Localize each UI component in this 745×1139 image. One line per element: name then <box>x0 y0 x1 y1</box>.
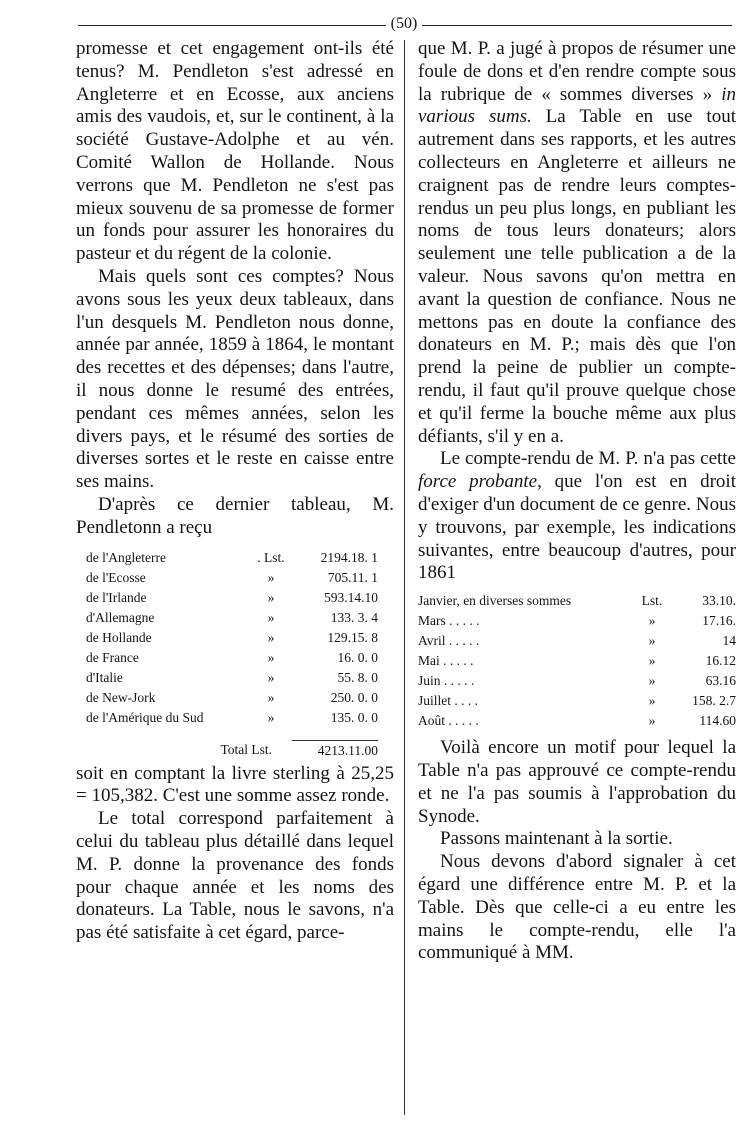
ditto-cell: » <box>648 713 656 729</box>
ditto-cell: » <box>267 569 275 585</box>
unit-cell: Lst. <box>641 593 663 609</box>
paragraph: promesse et cet engagement ont-ils été tenus? M. Pendleton s'est adressé en Angleterre et en Ecosse, aux anciens amis des vaudois, et, sur le continent, à la société Gustave-Adolphe et au vén. Comité Wallon de Hollande. Nous verrons que M. Pendleton ne s'est pas mieux souvenu de sa promesse de former un fonds pour assurer les honoraires du pasteur et du régent de la colonie. <box>76 38 394 265</box>
ditto-cell: » <box>267 629 275 645</box>
country-cell: de New-Jork <box>86 689 156 705</box>
country-cell: de l'Angleterre <box>86 549 167 565</box>
country-cell: de Hollande <box>86 629 152 645</box>
table-row <box>86 668 378 688</box>
table-row <box>418 631 736 651</box>
month-cell: Août . . . . . <box>418 713 479 729</box>
ditto-cell: » <box>648 673 656 689</box>
ditto-cell: » <box>648 653 656 669</box>
entries-table <box>418 591 736 731</box>
italic-phrase: force probante <box>418 471 538 493</box>
month-cell: Juillet . . . . <box>418 693 478 709</box>
ditto-cell: » <box>267 649 275 665</box>
total-row <box>86 728 378 761</box>
total-label: Total Lst. <box>220 742 272 758</box>
table-row <box>86 588 378 608</box>
month-cell: Mars . . . . . <box>418 613 480 629</box>
page-number: (50) <box>390 15 418 32</box>
month-cell: Juin . . . . . <box>418 673 475 689</box>
table-row <box>418 691 736 711</box>
paragraph: Nous devons d'abord signaler à cet égard une différence entre M. P. et la Table. Dès que celle-ci a eu entre les mains le compte-rendu, elle l'a communiqué à MM. <box>418 851 736 964</box>
country-cell: de l'Amérique du Sud <box>86 709 204 725</box>
table-row <box>86 708 378 728</box>
paragraph-text: Le compte-rendu de M. P. n'a pas cette <box>440 448 736 470</box>
table-row <box>418 711 736 731</box>
paragraph: soit en comptant la livre sterling à 25,25 = 105,382. C'est une somme assez ronde. <box>76 762 394 807</box>
amount-cell: 14 <box>722 633 736 649</box>
left-column <box>76 38 394 945</box>
ditto-cell: » <box>648 613 656 629</box>
paragraph: Voilà encore un motif pour lequel la Table n'a pas approuvé ce compte-rendu et ne l'a pas soumis à l'approbation du Synode. <box>418 737 736 827</box>
amount-cell: 17.16. <box>702 613 736 629</box>
unit-cell: . Lst. <box>257 549 285 565</box>
paragraph-text: , que l'on est en droit d'exiger d'un document de ce genre. Nous y trouvons, par exemple, les indications suivantes, entre beaucoup d'autres, pour 1861 <box>418 471 736 584</box>
italic-phrase: in various sums. <box>418 83 736 128</box>
table-row <box>418 611 736 631</box>
ditto-cell: » <box>267 689 275 705</box>
month-cell: Avril . . . . . <box>418 633 480 649</box>
ditto-cell: » <box>648 693 656 709</box>
amount-cell: 33.10. <box>702 593 736 609</box>
header-rule-right <box>422 25 732 26</box>
amount-cell: 129.15. 8 <box>327 629 378 645</box>
paragraph-text: La Table en use tout autrement dans ses rapports, et les autres collecteurs en Angleterre et ailleurs ne craignent pas de rendre leurs comptes-rendus un peu plus longs, en publiant les noms de tous leurs donateurs; alors seulement une telle publication a de la valeur. Nous savons qu'on mettra en avant la question de confiance. Nous ne mettons pas en doute la confiance des donateurs en M. P.; mais dès que l'on prend la peine de publier un compte-rendu, il faut qu'il prouve quelque chose et qu'il ferme la bouche même aux plus défiants, s'il y en a. <box>418 106 736 447</box>
paragraph <box>418 448 736 585</box>
country-cell: d'Italie <box>86 669 123 685</box>
paragraph: Passons maintenant à la sortie. <box>440 828 673 850</box>
amount-cell: 16. 0. 0 <box>337 649 378 665</box>
country-cell: de France <box>86 649 139 665</box>
country-cell: de l'Irlande <box>86 589 147 605</box>
table-row <box>86 608 378 628</box>
amount-cell: 114.60 <box>699 713 736 729</box>
amount-cell: 2194.18. 1 <box>320 549 378 565</box>
table-row <box>86 628 378 648</box>
header-rule-left <box>78 25 386 26</box>
table-row <box>418 651 736 671</box>
ditto-cell: » <box>267 609 275 625</box>
total-amount: 4213.11.00 <box>317 742 378 758</box>
paragraph <box>418 38 736 448</box>
paragraph: D'après ce dernier tableau, M. Pendletonn a reçu <box>76 493 394 538</box>
country-cell: d'Allemagne <box>86 609 155 625</box>
month-cell: Mai . . . . . <box>418 653 474 669</box>
amount-cell: 705.11. 1 <box>327 569 378 585</box>
amount-cell: 16.12 <box>705 653 736 669</box>
ditto-cell: » <box>267 589 275 605</box>
page-header <box>78 14 732 36</box>
amount-cell: 158. 2.7 <box>692 693 736 709</box>
table-row <box>418 671 736 691</box>
total-cell <box>286 728 378 761</box>
paragraph-text: que M. P. a jugé à propos de résumer une foule de dons et d'en rendre compte sous la rubrique de « sommes diverses » <box>418 38 736 105</box>
ditto-cell: » <box>267 709 275 725</box>
country-cell: de l'Ecosse <box>86 569 146 585</box>
table-row <box>86 548 378 568</box>
paragraph: Mais quels sont ces comptes? Nous avons sous les yeux deux tableaux, dans l'un desquels M. Pendleton nous donne, année par année, 1859 à 1864, le montant des recettes et des dépenses; dans l'autre, il nous donne le resumé des entrées, pendant ces mêmes années, selon les divers pays, et le résumé des sorties de diverses sortes et le reste en caisse entre ses mains. <box>76 265 394 493</box>
table-row <box>86 648 378 668</box>
amount-cell: 133. 3. 4 <box>330 609 378 625</box>
table-row <box>86 568 378 588</box>
month-cell: Janvier, en diverses sommes <box>418 593 572 609</box>
right-column <box>418 38 736 965</box>
ditto-cell: » <box>267 669 275 685</box>
table-row <box>86 688 378 708</box>
table-row <box>418 591 736 611</box>
amount-cell: 135. 0. 0 <box>330 709 378 725</box>
receipts-table <box>86 548 378 761</box>
paragraph: Le total correspond parfaitement à celui du tableau plus détaillé dans lequel M. P. donne la provenance des fonds pour chaque année et les noms des donateurs. La Table, nous le savons, n'a pas été satisfaite à cet égard, parce- <box>76 808 394 944</box>
ditto-cell: » <box>648 633 656 649</box>
amount-cell: 63.16 <box>705 673 736 689</box>
column-divider <box>404 40 405 1115</box>
amount-cell: 55. 8. 0 <box>337 669 378 685</box>
total-rule <box>292 740 378 741</box>
amount-cell: 250. 0. 0 <box>330 689 378 705</box>
amount-cell: 593.14.10 <box>324 589 378 605</box>
